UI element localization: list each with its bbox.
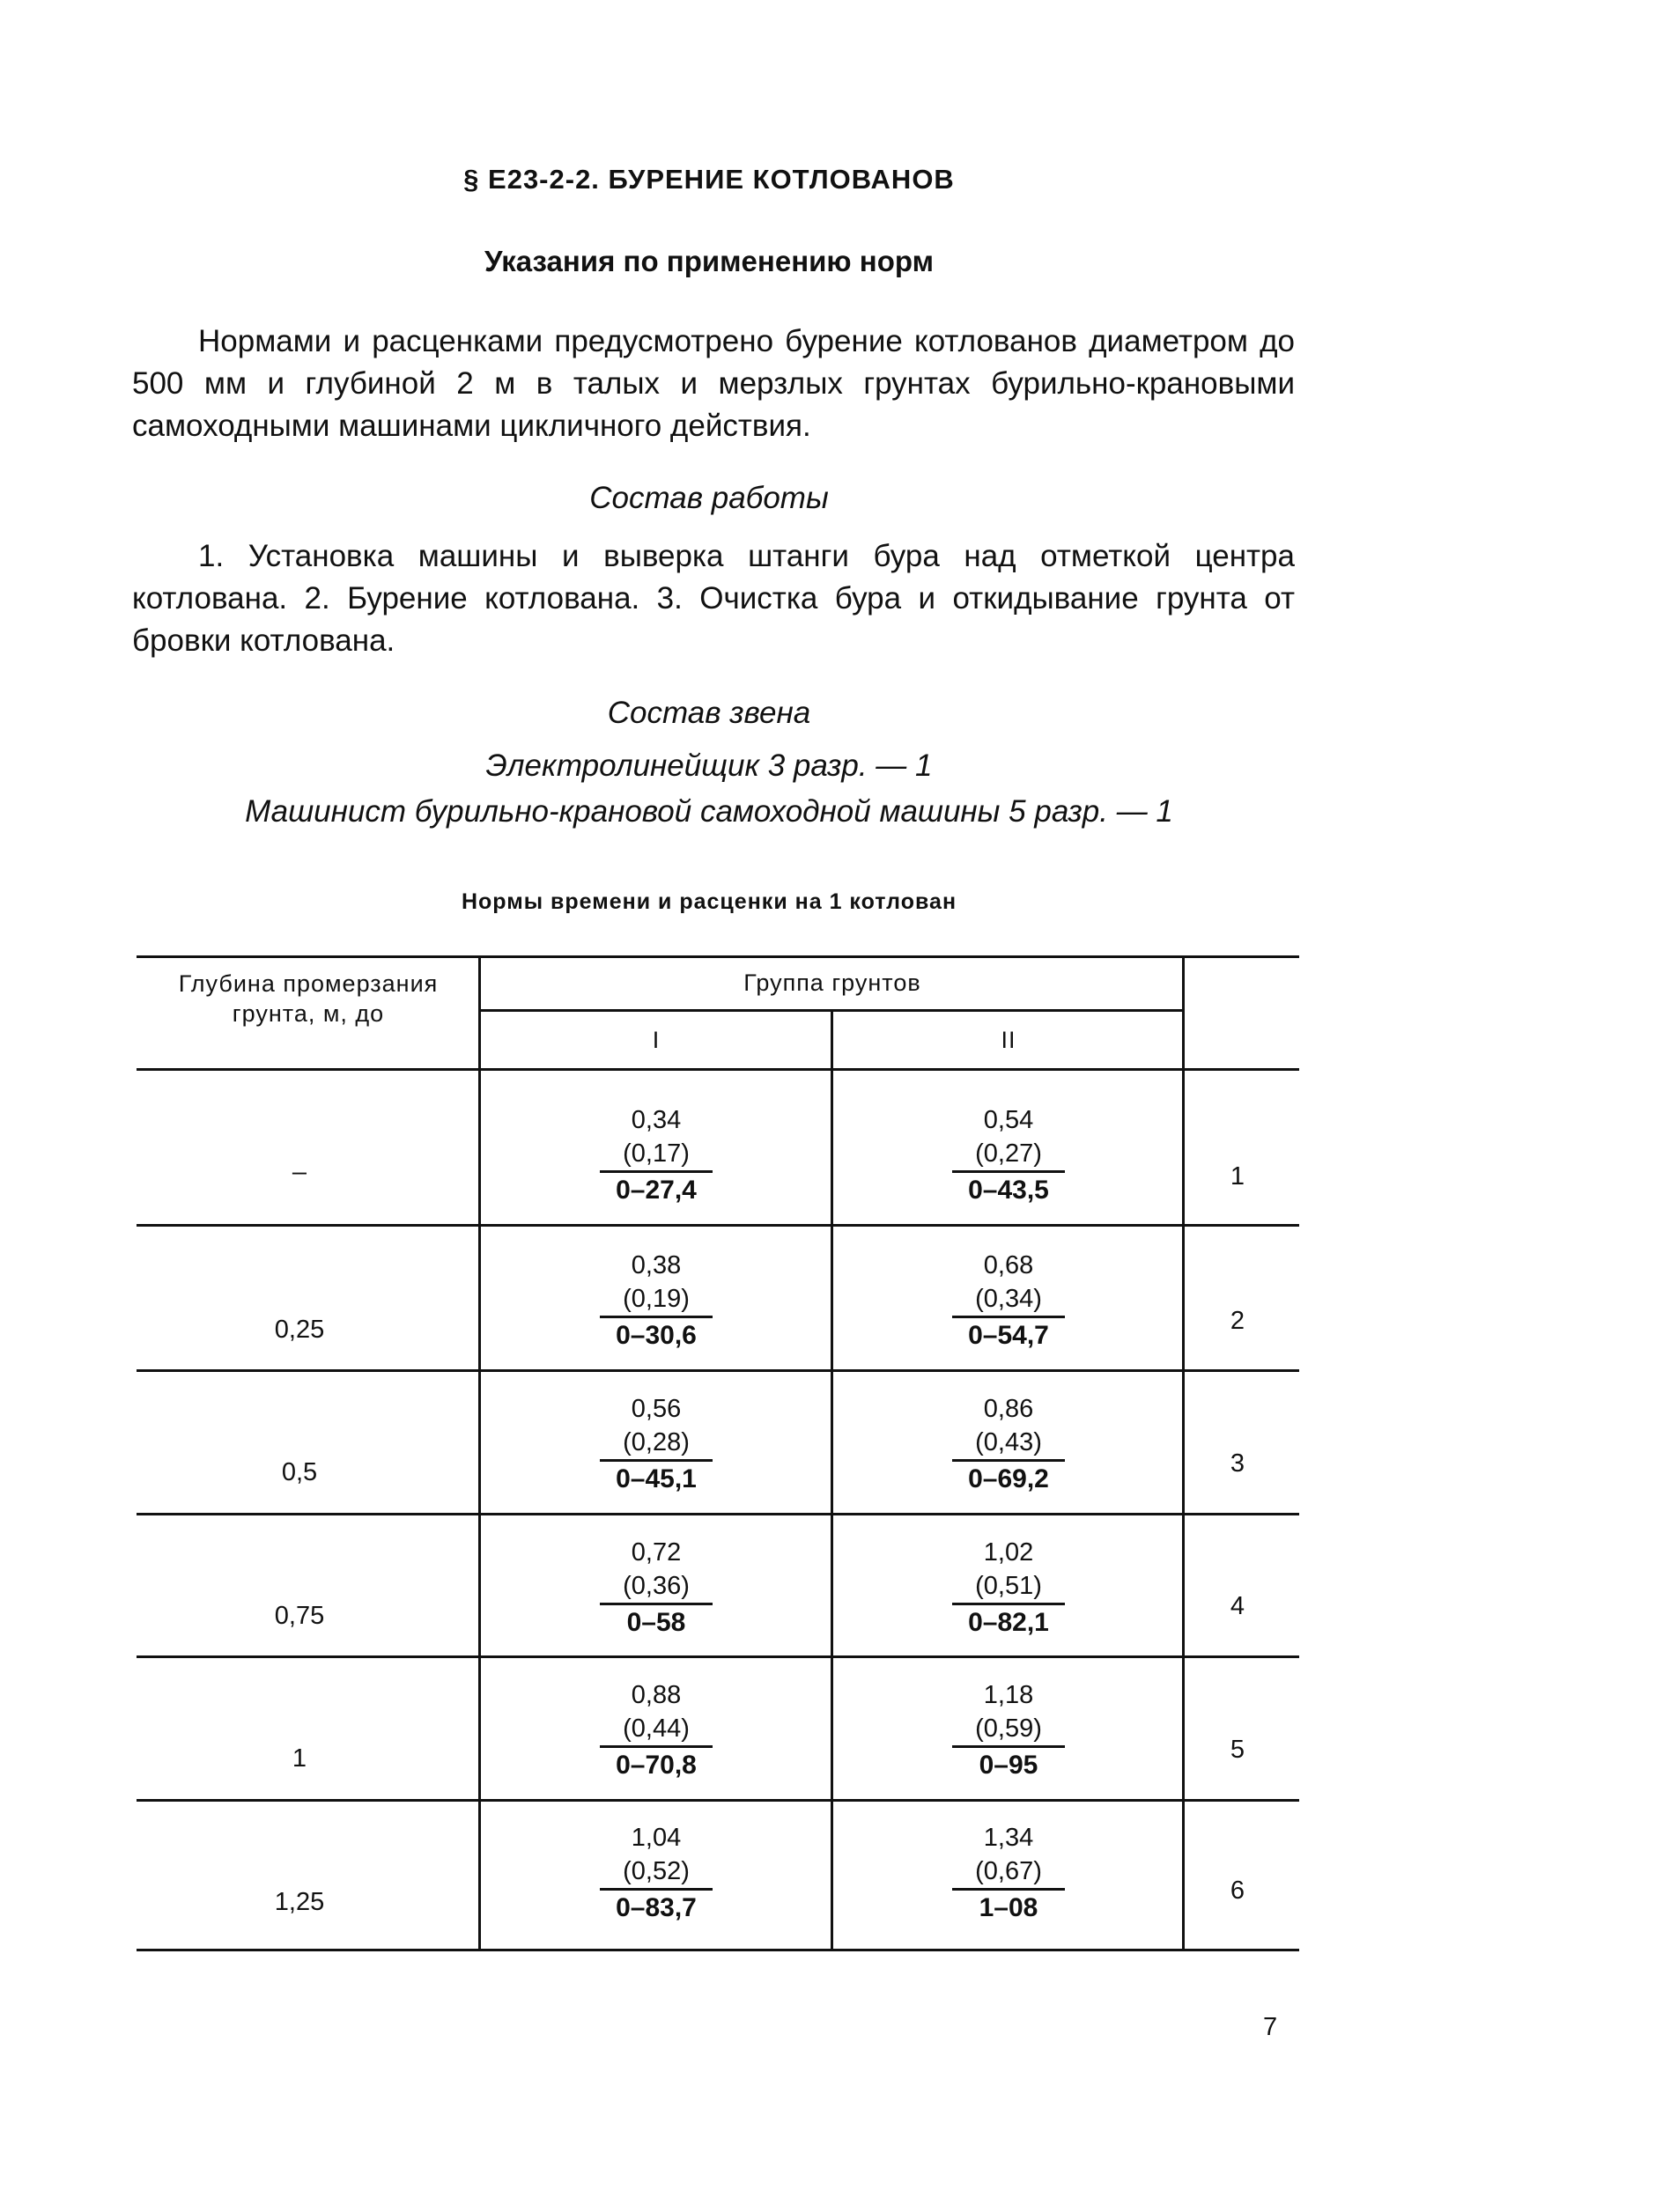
norm-cell-group-2 [876, 1249, 1141, 1353]
row-rule [137, 1513, 1299, 1515]
crew-composition-heading: Состав звена [607, 696, 811, 730]
table-caption: Нормы времени и расценки на 1 котлован [461, 889, 957, 914]
time-norm: 0,68 [983, 1251, 1034, 1279]
row-number: 3 [1230, 1449, 1245, 1478]
rate: 0–95 [979, 1751, 1038, 1780]
rate: 0–69,2 [968, 1464, 1049, 1493]
row-rule [137, 1224, 1299, 1227]
machine-time: (0,17) [623, 1139, 690, 1168]
depth-cell: 0,5 [281, 1458, 318, 1486]
time-norm: 0,56 [631, 1395, 682, 1423]
work-composition-text: 1. Установка машины и выверка штанги бура над отметкой центра котлована. 2. Бурение котлована. 3. Очистка бура и откидывание грунта от бровки котлована. [132, 539, 1295, 658]
machine-time: (0,27) [975, 1139, 1042, 1168]
table-top-rule [137, 955, 1299, 958]
column-rule [831, 1009, 833, 1950]
crew-member-operator: Машинист бурильно-крановой самоходной машины 5 разр. — 1 [245, 794, 1173, 829]
rate: 0–45,1 [616, 1464, 697, 1493]
guidelines-text: Нормами и расценками предусмотрено бурение котлованов диаметром до 500 мм и глубиной 2 м в талых и мерзлых грунтах бурильно-крановыми самоходными машинами цикличного действия. [132, 324, 1295, 443]
machine-time: (0,19) [623, 1285, 690, 1313]
rate: 0–27,4 [616, 1176, 697, 1205]
soil-group-2-header: II [1001, 1027, 1016, 1053]
row-number: 5 [1230, 1736, 1245, 1764]
time-norm: 0,38 [631, 1251, 682, 1279]
rate: 0–82,1 [968, 1608, 1049, 1637]
norm-cell-group-1 [524, 1249, 788, 1353]
machine-time: (0,59) [975, 1714, 1042, 1743]
depth-cell: 0,75 [274, 1602, 325, 1630]
time-norm: 1,18 [983, 1681, 1034, 1709]
rate: 0–83,7 [616, 1893, 697, 1922]
page-number: 7 [1263, 2013, 1278, 2041]
rate: 1–08 [979, 1893, 1038, 1922]
depth-cell: 1,25 [274, 1888, 325, 1916]
machine-time: (0,36) [623, 1572, 690, 1600]
column-rule [478, 955, 481, 1950]
norm-cell-group-1 [524, 1392, 788, 1497]
row-number: 4 [1230, 1592, 1245, 1620]
machine-time: (0,28) [623, 1428, 690, 1456]
machine-time: (0,44) [623, 1714, 690, 1743]
depth-cell: – [292, 1158, 307, 1186]
soil-group-header: Группа грунтов [743, 970, 921, 996]
row-number: 2 [1230, 1307, 1245, 1335]
row-rule [137, 1369, 1299, 1372]
row-number: 1 [1230, 1162, 1245, 1191]
rate: 0–43,5 [968, 1176, 1049, 1205]
rate: 0–58 [626, 1608, 686, 1637]
norm-cell-group-2 [876, 1678, 1141, 1783]
depth-cell: 0,25 [274, 1316, 325, 1344]
norm-cell-group-2 [876, 1821, 1141, 1926]
norm-cell-group-2 [876, 1392, 1141, 1497]
time-norm: 1,34 [983, 1824, 1034, 1852]
machine-time: (0,52) [623, 1857, 690, 1885]
time-norm: 0,86 [983, 1395, 1034, 1423]
machine-time: (0,34) [975, 1285, 1042, 1313]
application-guidelines-heading: Указания по применению норм [484, 245, 934, 277]
column-rule [1182, 955, 1185, 1950]
row-number: 6 [1230, 1877, 1245, 1905]
time-norm: 0,34 [631, 1106, 682, 1134]
machine-time: (0,43) [975, 1428, 1042, 1456]
time-norm: 0,54 [983, 1106, 1034, 1134]
section-title: § Е23-2-2. БУРЕНИЕ КОТЛОВАНОВ [463, 164, 955, 195]
depth-cell: 1 [292, 1744, 307, 1773]
norm-cell-group-2 [876, 1536, 1141, 1641]
machine-time: (0,67) [975, 1857, 1042, 1885]
header-bottom-rule [137, 1068, 1299, 1071]
table-bottom-rule [137, 1949, 1299, 1951]
row-rule [137, 1799, 1299, 1802]
rate: 0–54,7 [968, 1321, 1049, 1350]
rate: 0–70,8 [616, 1751, 697, 1780]
time-norm: 1,04 [631, 1824, 682, 1852]
machine-time: (0,51) [975, 1572, 1042, 1600]
time-norm: 1,02 [983, 1538, 1034, 1567]
norm-cell-group-1 [524, 1678, 788, 1783]
soil-group-1-header: I [652, 1027, 661, 1053]
work-composition-heading: Состав работы [589, 481, 829, 515]
rate: 0–30,6 [616, 1321, 697, 1350]
norm-cell-group-1 [524, 1536, 788, 1641]
crew-member-electrician: Электролинейщик 3 разр. — 1 [485, 748, 933, 783]
norm-cell-group-2 [876, 1103, 1141, 1208]
row-rule [137, 1655, 1299, 1658]
time-norm: 0,88 [631, 1681, 682, 1709]
norm-cell-group-1 [524, 1103, 788, 1208]
time-norm: 0,72 [631, 1538, 682, 1567]
depth-column-header: Глубина промерзания грунта, м, до [178, 970, 439, 1027]
norm-cell-group-1 [524, 1821, 788, 1926]
